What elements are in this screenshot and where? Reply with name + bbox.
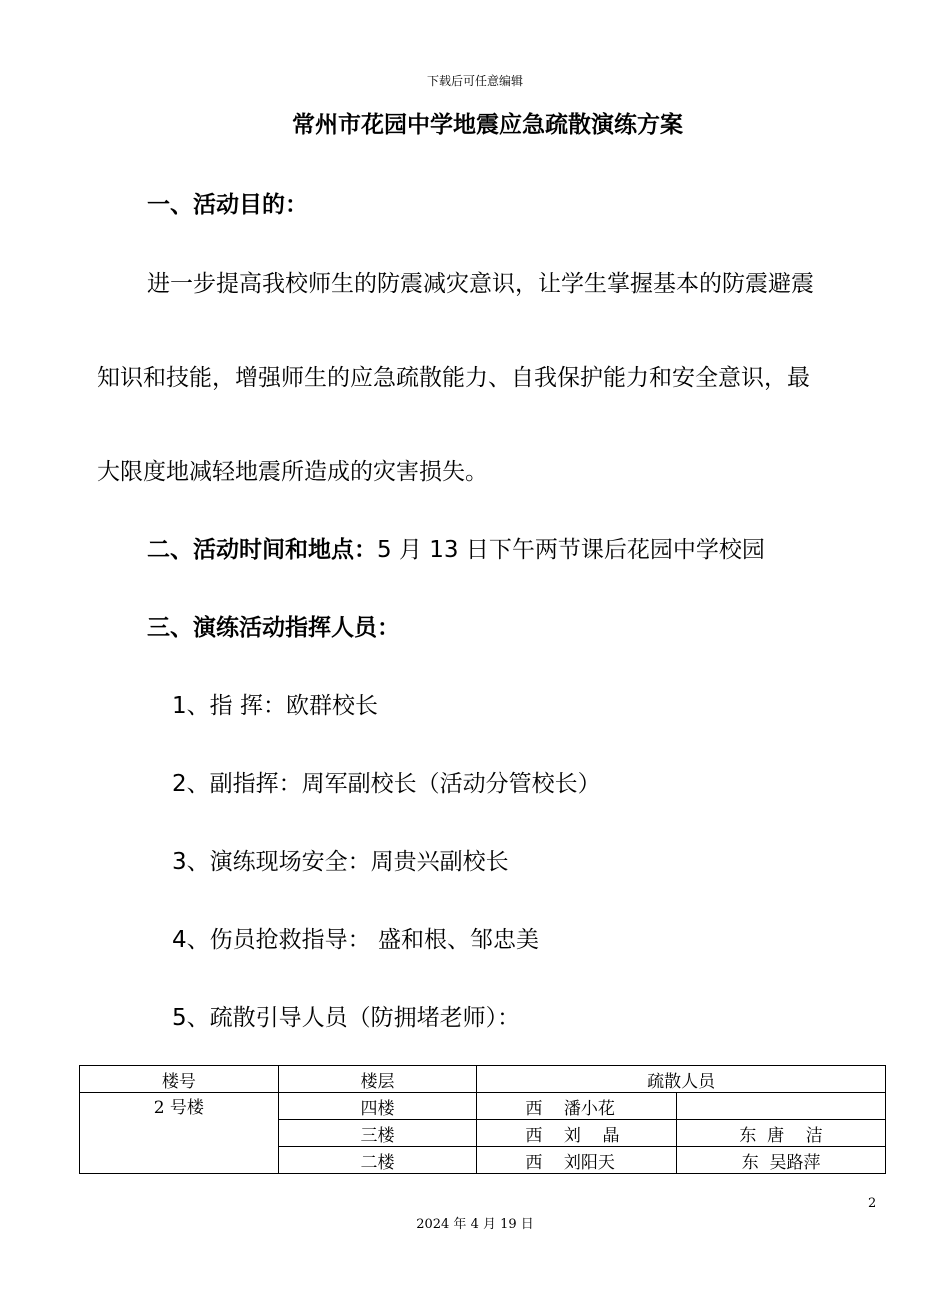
header-evacuation-staff: 疏散人员 <box>477 1066 886 1093</box>
east-staff-cell: 东 唐 洁 <box>677 1120 886 1147</box>
floor-cell: 三楼 <box>278 1120 477 1147</box>
site-safety-item: 3、演练现场安全：周贵兴副校长 <box>172 849 509 875</box>
section2 <box>147 531 765 564</box>
page-number: 2 <box>868 1196 877 1211</box>
footer-date: 2024 年 4 月 19 日 <box>416 1217 534 1232</box>
floor-cell: 二楼 <box>278 1147 477 1174</box>
table-row <box>80 1093 886 1120</box>
east-staff-cell: 东 吴路萍 <box>677 1147 886 1174</box>
section1-line-1: 进一步提高我校师生的防震减灾意识，让学生掌握基本的防震避震 <box>147 271 814 297</box>
west-staff-cell: 西 刘 晶 <box>477 1120 677 1147</box>
header-building: 楼号 <box>80 1066 279 1093</box>
section1-heading: 一、活动目的： <box>147 192 308 218</box>
header-floor: 楼层 <box>278 1066 477 1093</box>
west-staff-cell: 西 潘小花 <box>477 1093 677 1120</box>
section3-heading: 三、演练活动指挥人员： <box>147 615 400 641</box>
table-header-row <box>80 1066 886 1093</box>
section1-line-3: 大限度地减轻地震所造成的灾害损失。 <box>97 459 488 485</box>
west-staff-cell: 西 刘阳天 <box>477 1147 677 1174</box>
evacuation-guide-item: 5、疏散引导人员（防拥堵老师）： <box>172 1005 521 1031</box>
floor-cell: 四楼 <box>278 1093 477 1120</box>
section2-text: 5 月 13 日下午两节课后花园中学校园 <box>377 537 765 563</box>
deputy-commander-item: 2、副指挥：周军副校长（活动分管校长） <box>172 771 601 797</box>
section2-heading: 二、活动时间和地点： <box>147 537 377 563</box>
section1-line-2: 知识和技能，增强师生的应急疏散能力、自我保护能力和安全意识，最 <box>97 365 810 391</box>
document-title: 常州市花园中学地震应急疏散演练方案 <box>292 112 683 138</box>
commander-item: 1、指 挥：欧群校长 <box>172 693 378 719</box>
evacuation-table <box>79 1065 886 1174</box>
rescue-guidance-item: 4、伤员抢救指导： 盛和根、邹忠美 <box>172 927 539 953</box>
east-staff-cell <box>677 1093 886 1120</box>
header-note: 下载后可任意编辑 <box>426 74 523 88</box>
building-cell: 2 号楼 <box>80 1093 279 1174</box>
